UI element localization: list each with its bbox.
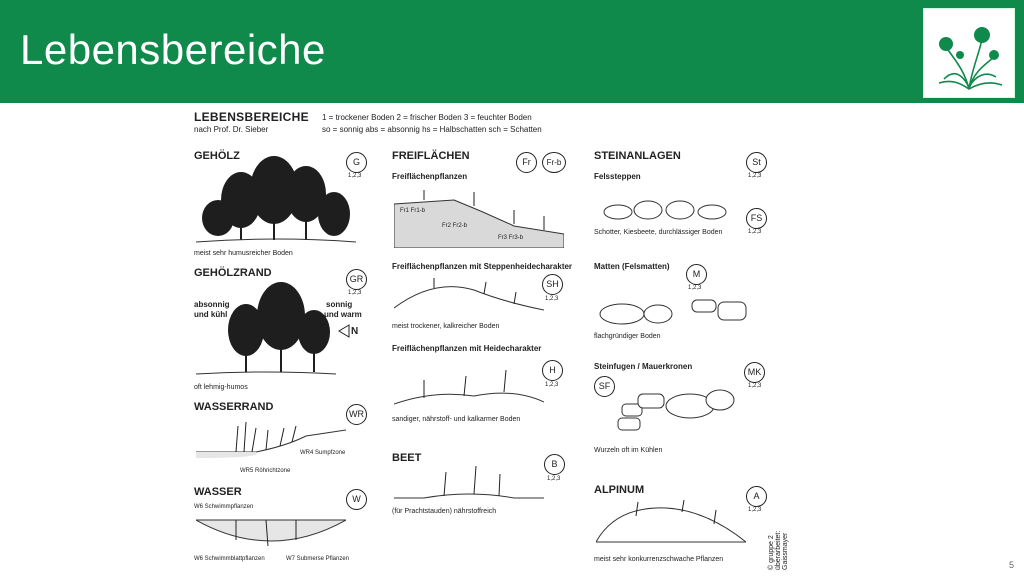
open-ground-illustration (394, 182, 564, 248)
north-arrow-icon (338, 324, 350, 338)
section-title-steinanlagen: STEINANLAGEN (594, 150, 681, 162)
zone-fr1: Fr1 Fr1-b (400, 208, 426, 214)
note-und-warm: und warm (324, 310, 362, 319)
moisture-st: 1,2,3 (748, 173, 762, 179)
zone-sumpfzone: WR4 Sumpfzone (300, 450, 346, 456)
zone-roehrichtzone: WR5 Röhrichtzone (240, 468, 291, 474)
label-heide: Freiflächenpflanzen mit Heidecharakter (392, 344, 542, 353)
habitat-chart-sheet (190, 104, 789, 574)
code-badge-g: G (346, 152, 367, 173)
moisture-g: 1,2,3 (348, 173, 362, 179)
zone-fr3: Fr3 Fr3-b (498, 235, 524, 241)
page-number: 5 (1009, 560, 1015, 570)
sheet-subtitle: nach Prof. Dr. Sieber (194, 125, 269, 134)
caption-steppenheide: meist trockener, kalkreicher Boden (392, 323, 500, 330)
code-badge-w: W (346, 489, 367, 510)
label-steinfugen: Steinfugen / Mauerkronen (594, 362, 693, 371)
caption-heide: sandiger, nährstoff- und kalkarmer Boden (392, 416, 521, 423)
code-badge-wr: WR (346, 404, 367, 425)
section-title-beet: BEET (392, 452, 422, 464)
section-title-wasser: WASSER (194, 486, 242, 498)
bed-illustration (394, 458, 544, 504)
moisture-m: 1,2,3 (688, 285, 702, 291)
label-steppenheide: Freiflächenpflanzen mit Steppenheidecharakter (392, 262, 573, 271)
section-title-freiflaechen: FREIFLÄCHEN (392, 150, 470, 162)
code-badge-fr: Fr (516, 152, 537, 173)
section-title-wasserrand: WASSERRAND (194, 401, 274, 413)
label-freiflaechenpflanzen: Freiflächenpflanzen (392, 172, 468, 181)
code-badge-mk: MK (744, 362, 765, 383)
slide-title: Lebensbereiche (20, 26, 326, 73)
moisture-a: 1,2,3 (748, 507, 762, 513)
code-badge-gr: GR (346, 269, 367, 290)
zone-submerse: W7 Submerse Pflanzen (286, 556, 350, 562)
note-absonnig: absonnig (194, 300, 230, 309)
label-felssteppen: Felssteppen (594, 172, 641, 181)
zone-fr2: Fr2 Fr2-b (442, 223, 468, 229)
moisture-b: 1,2,3 (547, 476, 561, 482)
steppe-heath-illustration (394, 276, 544, 316)
heath-illustration (394, 360, 544, 410)
code-badge-fs: FS (746, 208, 767, 229)
label-matten: Matten (Felsmatten) (594, 262, 670, 271)
caption-gehoelzrand: oft lehmig-humos (194, 384, 248, 391)
rock-mat-illustration (596, 284, 756, 328)
code-badge-h: H (542, 360, 563, 381)
code-badge-sh: SH (542, 274, 563, 295)
moisture-fs: 1,2,3 (748, 229, 762, 235)
water-illustration (196, 512, 346, 552)
dandelion-logo-icon (923, 8, 1015, 98)
code-badge-b: B (544, 454, 565, 475)
zone-schwimmblattpflanzen: W6 Schwimmblattpflanzen (194, 556, 265, 562)
caption-steinanlagen: Schotter, Kiesbeete, durchlässiger Boden (594, 229, 723, 236)
code-badge-m: M (686, 264, 707, 285)
rock-steppe-illustration (596, 184, 746, 224)
caption-gehoelz: meist sehr humusreicher Boden (194, 250, 293, 257)
code-badge-fr-b: Fr-b (542, 152, 566, 173)
caption-steinfugen: Wurzeln oft im Kühlen (594, 447, 663, 454)
legend-soil: 1 = trockener Boden 2 = frischer Boden 3 = feuchter Boden (322, 113, 532, 122)
code-badge-sf: SF (594, 376, 615, 397)
section-title-gehoelzrand: GEHÖLZRAND (194, 267, 272, 279)
moisture-gr: 1,2,3 (348, 290, 362, 296)
note-sonnig: sonnig (326, 300, 353, 309)
section-title-gehoelz: GEHÖLZ (194, 150, 240, 162)
note-und-kuehl: und kühl (194, 310, 228, 319)
section-title-alpinum: ALPINUM (594, 484, 645, 496)
zone-schwimmpflanzen: W6 Schwimmpflanzen (194, 504, 254, 510)
caption-matten: flachgründiger Boden (594, 333, 661, 340)
moisture-sh: 1,2,3 (545, 296, 559, 302)
legend-light: so = sonnig abs = absonnig hs = Halbschatten sch = Schatten (322, 125, 542, 134)
code-badge-st: St (746, 152, 767, 173)
caption-beet: (für Prachtstauden) nährstoffreich (392, 508, 497, 515)
wall-joints-illustration (616, 386, 736, 442)
sheet-title: LEBENSBEREICHE (194, 110, 309, 124)
credit-vertical-text: © gruppe 2 überarbeitet: Gaissmayer (768, 530, 789, 570)
moisture-h: 1,2,3 (545, 382, 559, 388)
alpine-illustration (596, 496, 746, 548)
header-bar (0, 0, 1024, 103)
code-badge-a: A (746, 486, 767, 507)
caption-alpinum: meist sehr konkurrenzschwache Pflanzen (594, 556, 724, 563)
woodland-illustration (196, 148, 356, 248)
north-label: N (351, 326, 359, 337)
moisture-mk: 1,2,3 (748, 383, 762, 389)
woodland-edge-illustration (196, 280, 336, 380)
